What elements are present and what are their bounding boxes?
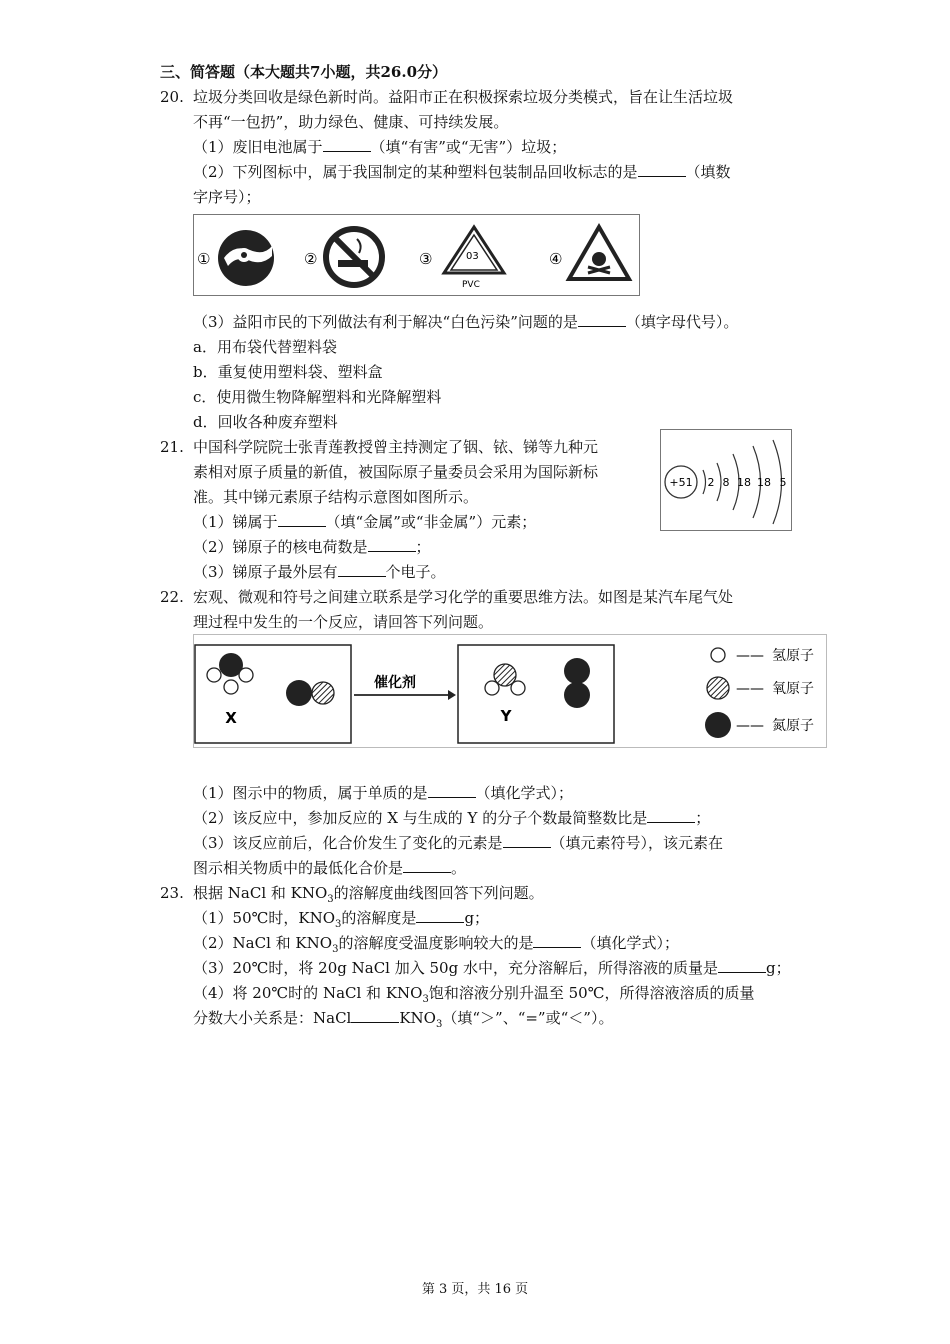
q20-part2: （2）下列图标中，属于我国制定的某种塑料包装制品回收标志的是 （填数 — [193, 163, 731, 181]
q21-text-line3: 准。其中锑元素原子结构示意图如图所示。 — [193, 488, 479, 506]
legend-oxygen: 氧原子 — [772, 681, 814, 697]
svg-text:03: 03 — [466, 251, 479, 262]
icon-num-4: ④ — [549, 250, 563, 268]
q20-part3: （3）益阳市民的下列做法有利于解决“白色污染”问题的是 （填字母代号）。 — [193, 313, 739, 331]
q21-part3: （3）锑原子最外层有 个电子。 — [193, 563, 446, 581]
nitrogen-atom-icon — [705, 712, 731, 738]
section-header: 三、简答题（本大题共7小题，共26.0分） — [160, 63, 448, 81]
label-x: X — [225, 709, 237, 727]
q21-part1: （1）锑属于 （填“金属”或“非金属”）元素； — [193, 513, 537, 531]
no-molecule — [286, 680, 334, 706]
answer-blank — [718, 958, 766, 973]
q21-text-line1: 中国科学院院士张青莲教授曾主持测定了铟、铱、锑等九种元 — [193, 438, 599, 456]
question-number-22: 22. — [160, 588, 184, 606]
electron-count: 2 — [707, 476, 715, 489]
svg-text:PVC: PVC — [462, 280, 480, 290]
answer-blank — [578, 312, 626, 327]
q22-part2: （2）该反应中，参加反应的 X 与生成的 Y 的分子个数最简整数比是 ； — [193, 809, 711, 827]
electron-count: 8 — [722, 476, 730, 489]
swirl-logo-icon — [218, 230, 274, 286]
legend-dash: —— — [736, 718, 764, 734]
electron-count: 5 — [779, 476, 787, 489]
recycling-icons-figure — [193, 214, 640, 296]
q23-part2: （2）NaCl 和 $KNO_3$的溶解度受温度影响较大的是 （填化学式）； — [193, 934, 679, 955]
icon-num-1: ① — [197, 250, 211, 268]
reaction-diagram — [193, 634, 827, 748]
hydrogen-atom-icon — [711, 648, 725, 662]
q23-part4-cont: 分数大小关系是：NaCl $KNO_3$（填“＞”、“=”或“＜”）。 — [193, 1009, 614, 1030]
nh3-molecule — [207, 653, 253, 694]
q22-part3-cont: 图示相关物质中的最低化合价是 。 — [193, 859, 467, 877]
answer-blank — [338, 562, 386, 577]
oxygen-atom-icon — [707, 677, 729, 699]
answer-blank — [403, 858, 451, 873]
q23-part3: （3）20℃时，将 20g NaCl 加入 50g 水中，充分溶解后，所得溶液的质量是 g； — [193, 959, 791, 977]
legend-nitrogen: 氮原子 — [772, 718, 814, 734]
q22-part3: （3）该反应前后，化合价发生了变化的元素是 （填元素符号），该元素在 — [193, 834, 724, 852]
h2o-molecule — [485, 664, 525, 695]
legend-dash: —— — [736, 681, 764, 697]
q20-text-line2: 不再“一包扔”，助力绿色、健康、可持续发展。 — [193, 113, 509, 131]
answer-blank — [416, 908, 464, 923]
answer-blank — [351, 1008, 399, 1023]
q22-text-line2: 理过程中发生的一个反应，请回答下列问题。 — [193, 613, 494, 631]
n2-molecule — [564, 658, 590, 708]
q20-option-a: a．用布袋代替塑料袋 — [193, 338, 337, 356]
legend-dash: —— — [736, 648, 764, 664]
q20-part2-cont: 字序号）； — [193, 188, 261, 206]
electron-shell-arc — [703, 470, 706, 494]
electron-shell-arc — [717, 463, 721, 501]
answer-blank — [638, 162, 686, 177]
recycle-triangle-icon — [444, 227, 504, 290]
no-smoking-icon — [326, 229, 382, 285]
q20-part1: （1）废旧电池属于 （填“有害”或“无害”）垃圾； — [193, 138, 567, 156]
label-y: Y — [500, 707, 512, 725]
toxic-warning-icon — [569, 227, 629, 279]
q20-option-b: b．重复使用塑料袋、塑料盒 — [193, 363, 383, 381]
answer-blank — [278, 512, 326, 527]
question-number-23: 23. — [160, 884, 184, 902]
q22-part1: （1）图示中的物质，属于单质的是 （填化学式）； — [193, 784, 574, 802]
icon-num-3: ③ — [419, 250, 433, 268]
legend — [705, 648, 814, 738]
icon-num-2: ② — [304, 250, 318, 268]
q20-option-d: d．回收各种废弃塑料 — [193, 413, 338, 431]
product-box — [458, 645, 614, 743]
answer-blank — [647, 808, 695, 823]
question-number-21: 21. — [160, 438, 184, 456]
arrow-head-icon — [448, 690, 456, 700]
answer-blank — [533, 933, 581, 948]
q20-option-c: c．使用微生物降解塑料和光降解塑料 — [193, 388, 442, 406]
q21-text-line2: 素相对原子质量的新值，被国际原子量委员会采用为国际新标 — [193, 463, 599, 481]
answer-blank — [503, 833, 551, 848]
legend-hydrogen: 氢原子 — [772, 648, 814, 664]
answer-blank — [428, 783, 476, 798]
nucleus-charge: +51 — [669, 476, 693, 489]
electron-count: 18 — [757, 476, 771, 489]
q23-part1: （1）50℃时，$KNO_3$的溶解度是 g； — [193, 909, 490, 930]
atom-structure-diagram — [660, 429, 792, 531]
q23-intro: 根据 NaCl 和 $KNO_3$的溶解度曲线图回答下列问题。 — [193, 884, 544, 905]
answer-blank — [368, 537, 416, 552]
q22-text-line1: 宏观、微观和符号之间建立联系是学习化学的重要思维方法。如图是某汽车尾气处 — [193, 588, 734, 606]
q23-part4: （4）将 20℃时的 NaCl 和 $KNO_3$饱和溶液分别升温至 50℃，所得溶液溶质的质量 — [193, 984, 755, 1005]
question-number-20: 20. — [160, 88, 184, 106]
q20-text-line1: 垃圾分类回收是绿色新时尚。益阳市正在积极探索垃圾分类模式，旨在让生活垃圾 — [193, 88, 734, 106]
answer-blank — [323, 137, 371, 152]
q21-part2: （2）锑原子的核电荷数是 ； — [193, 538, 431, 556]
page-footer: 第 3 页，共 16 页 — [421, 1282, 529, 1297]
electron-count: 18 — [737, 476, 751, 489]
catalyst-label: 催化剂 — [374, 675, 416, 691]
